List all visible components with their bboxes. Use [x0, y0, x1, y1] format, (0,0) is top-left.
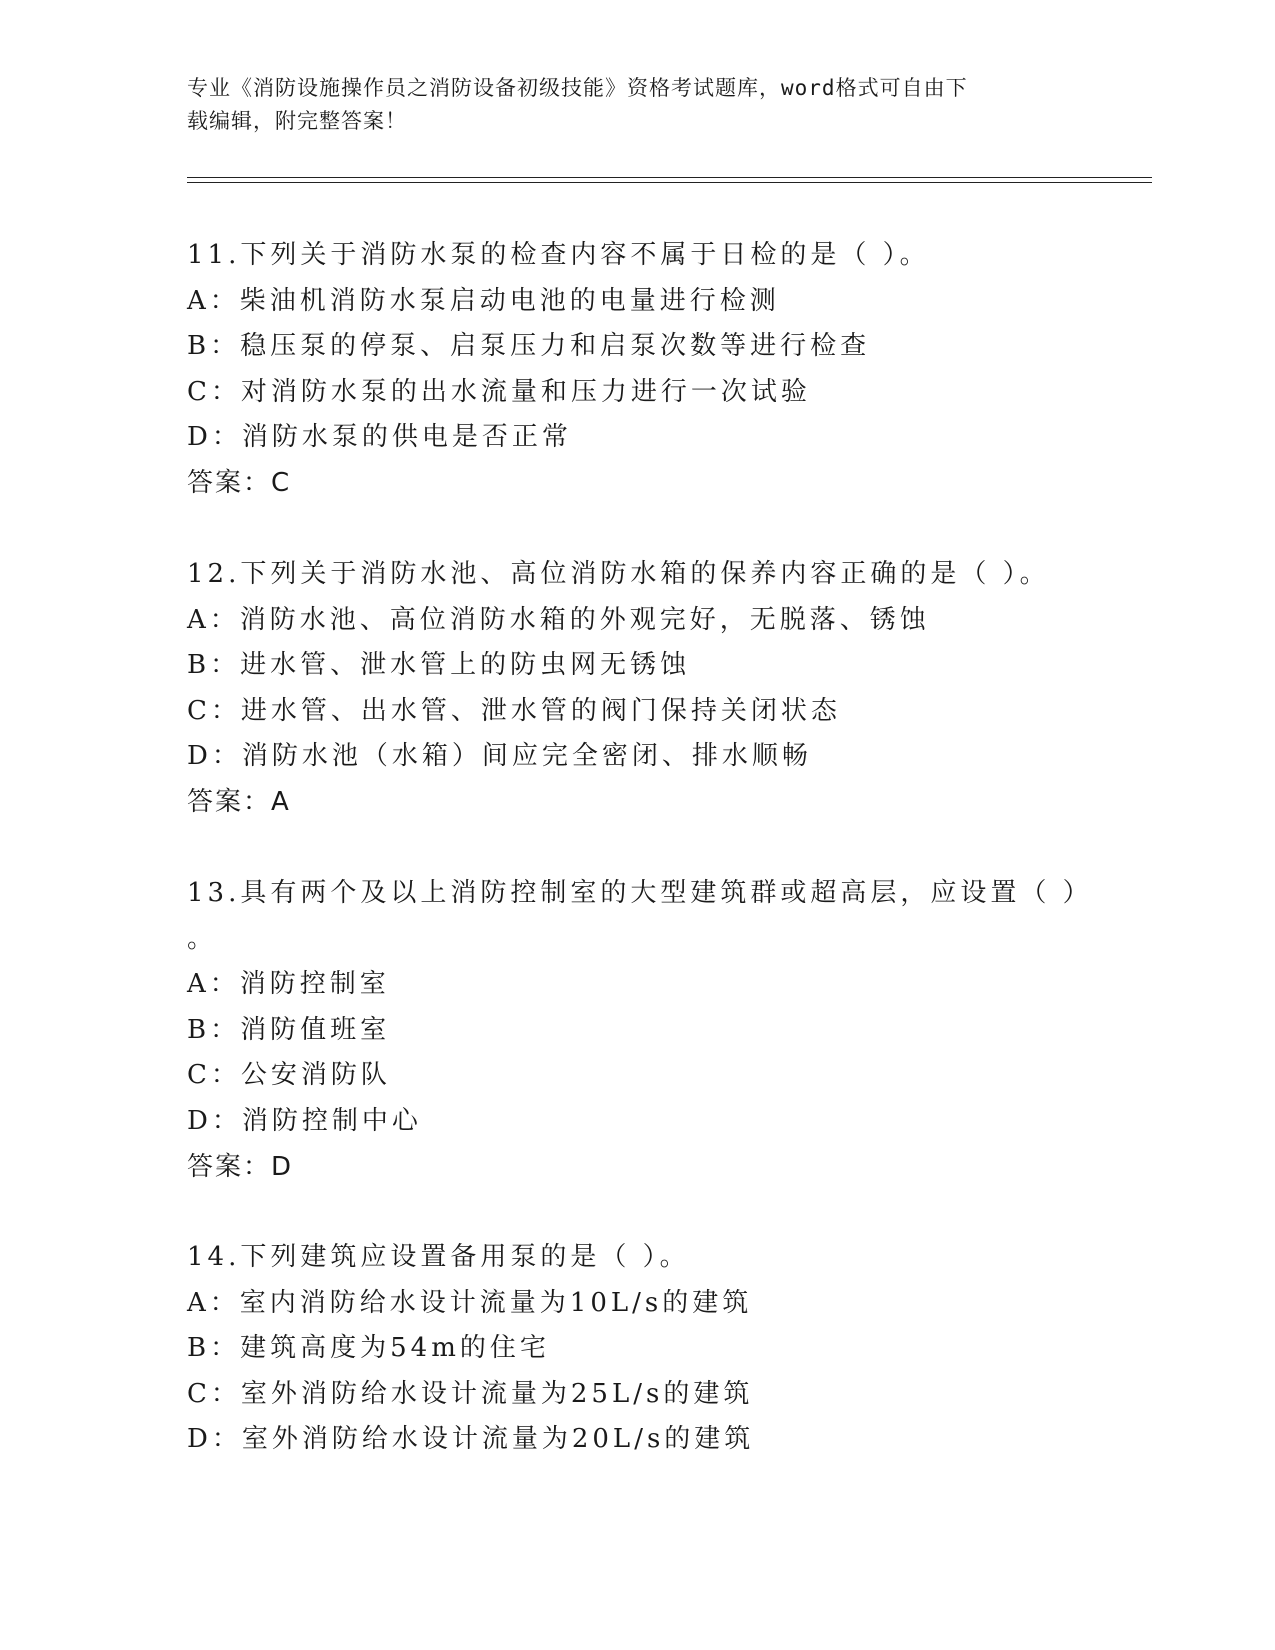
- option-c: C：室外消防给水设计流量为25L/s的建筑: [187, 1378, 754, 1409]
- option-a: A：柴油机消防水泵启动电池的电量进行检测: [187, 285, 780, 316]
- question-12: [187, 552, 1087, 826]
- option-b: B：稳压泵的停泵、启泵压力和启泵次数等进行检查: [187, 331, 871, 362]
- header-line-2: 载编辑，附完整答案！: [187, 109, 407, 133]
- option-b: B：进水管、泄水管上的防虫网无锈蚀: [187, 650, 691, 681]
- question-13: [187, 871, 1093, 1190]
- option-c: C：对消防水泵的出水流量和压力进行一次试验: [187, 376, 811, 407]
- answer-label: 答案：A: [187, 786, 291, 817]
- option-d: D：室外消防给水设计流量为20L/s的建筑: [187, 1424, 755, 1455]
- question-stem: 11.下列关于消防水泵的检查内容不属于日检的是（ ）。: [187, 240, 930, 270]
- option-d: D：消防水池（水箱）间应完全密闭、排水顺畅: [187, 741, 812, 772]
- header-divider-top: [187, 177, 1152, 178]
- question-stem: 13.具有两个及以上消防控制室的大型建筑群或超高层，应设置（ ）: [187, 878, 1093, 908]
- document-header: [187, 72, 1067, 138]
- option-a: A：消防水池、高位消防水箱的外观完好，无脱落、锈蚀: [187, 604, 930, 635]
- option-a: A：消防控制室: [187, 969, 390, 1000]
- answer-label: 答案：D: [187, 1151, 294, 1182]
- question-stem: 14.下列建筑应设置备用泵的是（ ）。: [187, 1242, 690, 1272]
- option-c: C：进水管、出水管、泄水管的阀门保持关闭状态: [187, 695, 841, 726]
- option-b: B：消防值班室: [187, 1014, 391, 1045]
- option-c: C：公安消防队: [187, 1060, 391, 1091]
- question-14: [187, 1235, 1087, 1463]
- header-divider-bottom: [187, 182, 1152, 183]
- question-11: [187, 233, 1087, 507]
- answer-label: 答案：C: [187, 467, 292, 498]
- option-d: D：消防水泵的供电是否正常: [187, 422, 572, 453]
- question-stem-continuation: 。: [187, 923, 218, 954]
- option-a: A：室内消防给水设计流量为10L/s的建筑: [187, 1287, 753, 1318]
- option-b: B：建筑高度为54m的住宅: [187, 1333, 550, 1364]
- header-line-1: 专业《消防设施操作员之消防设备初级技能》资格考试题库，word格式可自由下: [187, 76, 968, 100]
- option-d: D：消防控制中心: [187, 1105, 422, 1136]
- question-stem: 12.下列关于消防水池、高位消防水箱的保养内容正确的是（ ）。: [187, 559, 1050, 589]
